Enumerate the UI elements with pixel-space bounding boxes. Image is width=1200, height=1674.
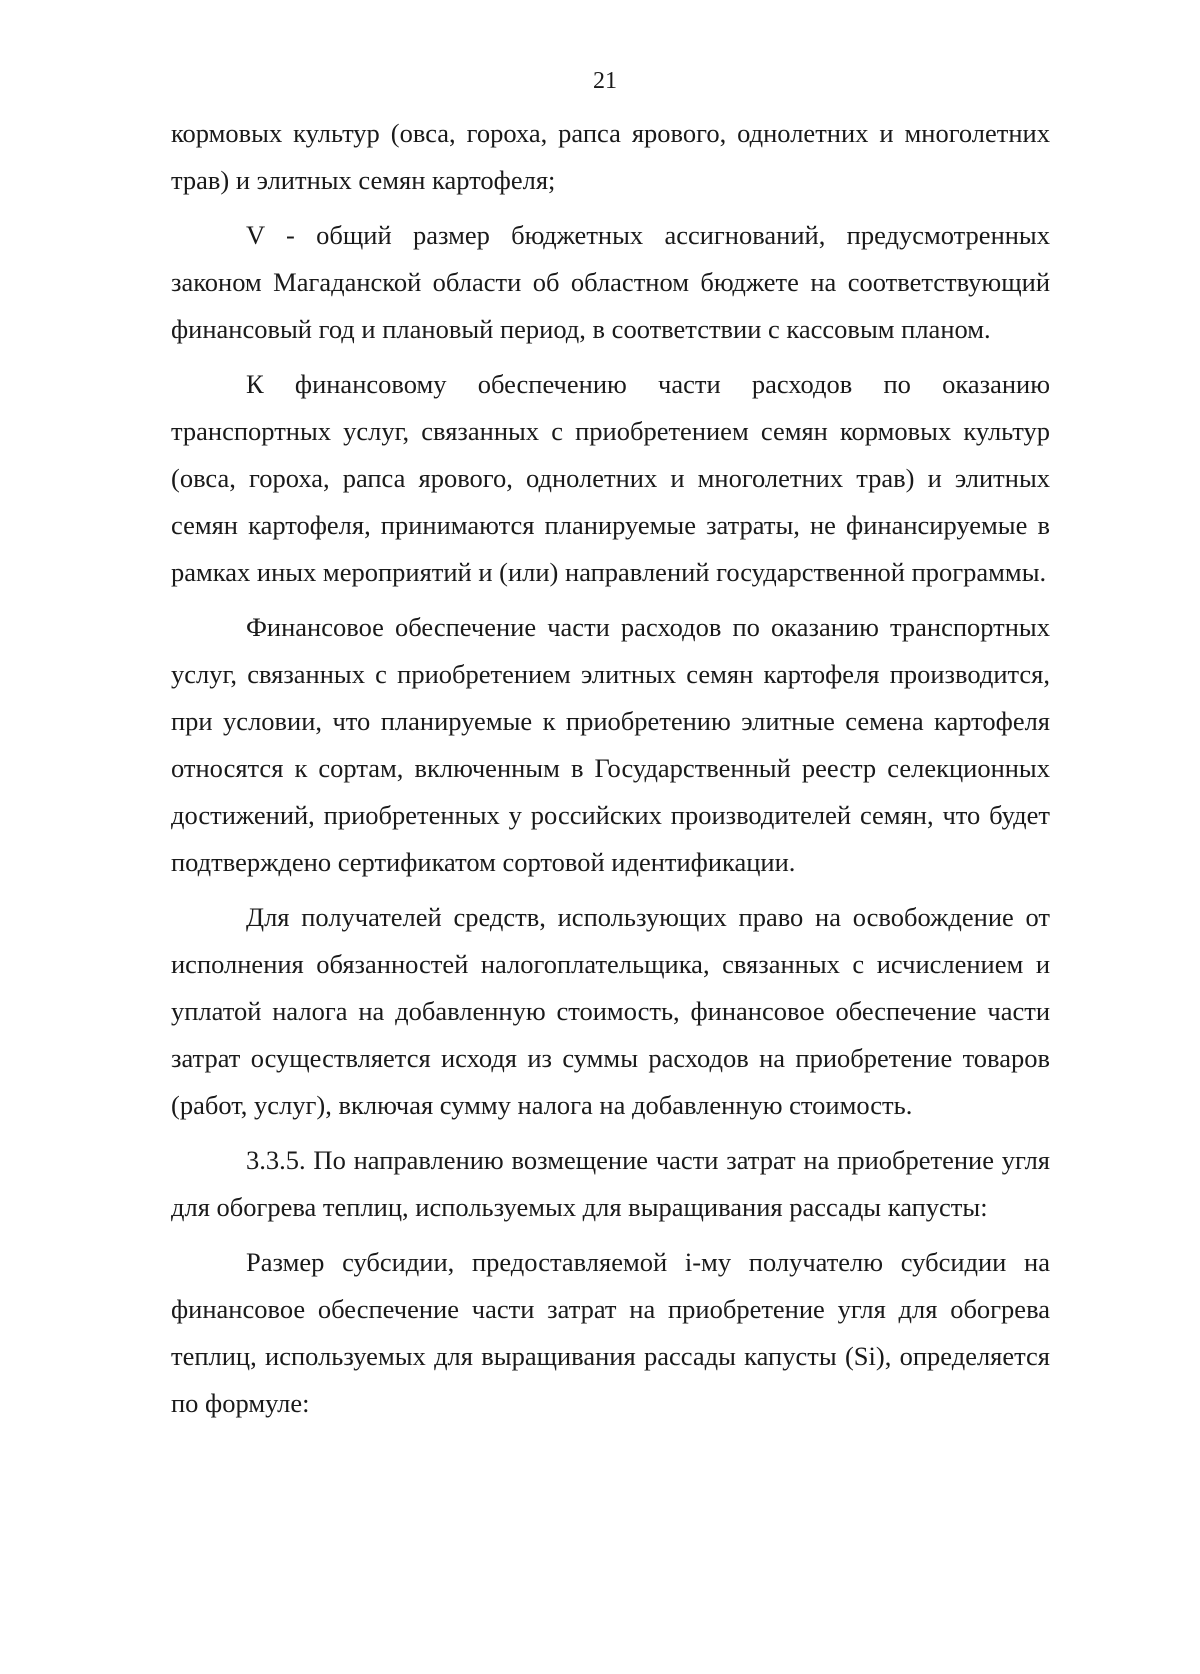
paragraph-vat: Для получателей средств, использующих право на освобождение от исполнения обязанностей налогоплательщика, связанных с исчислением и уплатой налога на добавленную стоимость, финансовое обеспечение части затрат осуществляется исходя из суммы расходов на приобретение товаров (работ, услуг), включая сумму налога на добавленную стоимость. bbox=[171, 902, 1050, 1120]
page-number: 21 bbox=[593, 68, 617, 94]
paragraph-potato-seeds: Финансовое обеспечение части расходов по оказанию транспортных услуг, связанных с приобретением элитных семян картофеля производится, при условии, что планируемые к приобретению элитные семена картофеля относятся к сортам, включенным в Государственный реестр селекционных достижений, приобретенных у российских производителей семян, что будет подтверждено сертификатом сортовой идентификации. bbox=[171, 612, 1050, 877]
section-heading-3-3-5: 3.3.5. По направлению возмещение части затрат на приобретение угля для обогрева теплиц, используемых для выращивания рассады капусты: bbox=[171, 1145, 1050, 1222]
paragraph-transport-costs: К финансовому обеспечению части расходов по оказанию транспортных услуг, связанных с приобретением семян кормовых культур (овса, гороха, рапса ярового, однолетних и многолетних трав) и элитных семян картофеля, принимаются планируемые затраты, не финансируемые в рамках иных мероприятий и (или) направлений государственной программы. bbox=[171, 369, 1050, 587]
paragraph-continuation: кормовых культур (овса, гороха, рапса ярового, однолетних и многолетних трав) и элитных семян картофеля; bbox=[171, 118, 1050, 195]
document-body bbox=[171, 110, 1050, 1427]
paragraph-subsidy-formula-intro: Размер субсидии, предоставляемой i-му получателю субсидии на финансовое обеспечение части затрат на приобретение угля для обогрева теплиц, используемых для выращивания рассады капусты (Si), определяется по формуле: bbox=[171, 1247, 1050, 1418]
paragraph-budget-definition: V - общий размер бюджетных ассигнований, предусмотренных законом Магаданской области об областном бюджете на соответствующий финансовый год и плановый период, в соответствии с кассовым планом. bbox=[171, 220, 1050, 344]
